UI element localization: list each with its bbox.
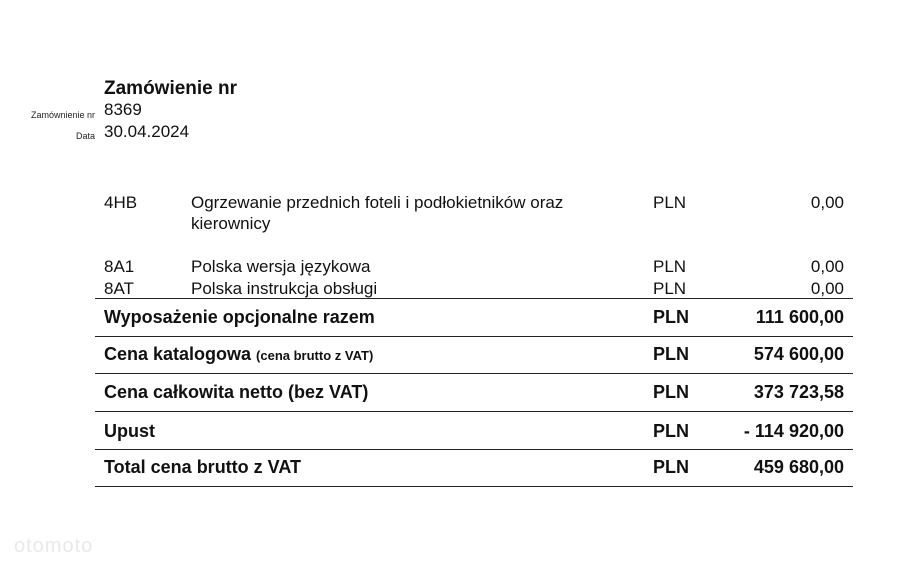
summary-row-catalog-price xyxy=(95,337,853,374)
item-code: 8AT xyxy=(104,279,134,298)
summary-currency: PLN xyxy=(653,344,689,364)
summary-label-note: (cena brutto z VAT) xyxy=(256,348,374,363)
order-number-label: Zamównienie nr xyxy=(30,110,95,120)
summary-label: Cena katalogowa (cena brutto z VAT) xyxy=(104,344,374,364)
item-description: Ogrzewanie przednich foteli i podłokietników oraz kierownicy xyxy=(191,193,564,233)
item-currency: PLN xyxy=(653,257,687,276)
summary-currency: PLN xyxy=(653,382,689,402)
watermark: otomoto xyxy=(14,535,94,557)
item-code: 8A1 xyxy=(104,257,135,276)
item-code: 4HB xyxy=(104,193,138,212)
item-currency: PLN xyxy=(653,279,687,298)
summary-row-optional-equipment xyxy=(95,299,853,336)
summary-row-total-gross xyxy=(95,450,853,487)
summary-currency: PLN xyxy=(653,421,689,441)
summary-amount: 459 680,00 xyxy=(753,457,844,477)
summary-label: Wyposażenie opcjonalne razem xyxy=(104,307,375,327)
item-description: Polska wersja językowa xyxy=(191,257,371,276)
item-amount: 0,00 xyxy=(810,279,844,298)
document-title: Zamówienie nr xyxy=(104,78,238,99)
date-value: 30.04.2024 xyxy=(104,122,190,141)
summary-row-discount xyxy=(95,412,853,449)
order-number-value: 8369 xyxy=(104,100,142,119)
summary-amount: 373 723,58 xyxy=(753,382,844,402)
date-label: Data xyxy=(75,131,95,141)
item-amount: 0,00 xyxy=(810,257,844,276)
summary-amount: 574 600,00 xyxy=(753,344,844,364)
summary-label: Cena całkowita netto (bez VAT) xyxy=(104,382,369,402)
item-description: Polska instrukcja obsługi xyxy=(191,279,378,298)
item-currency: PLN xyxy=(653,193,687,212)
summary-label: Upust xyxy=(104,421,155,441)
summary-amount: - 114 920,00 xyxy=(743,421,844,441)
summary-label: Total cena brutto z VAT xyxy=(104,457,301,477)
summary-amount: 111 600,00 xyxy=(755,307,844,327)
summary-row-net-price xyxy=(95,374,853,411)
item-amount: 0,00 xyxy=(810,193,844,212)
summary-currency: PLN xyxy=(653,457,689,477)
summary-currency: PLN xyxy=(653,307,689,327)
